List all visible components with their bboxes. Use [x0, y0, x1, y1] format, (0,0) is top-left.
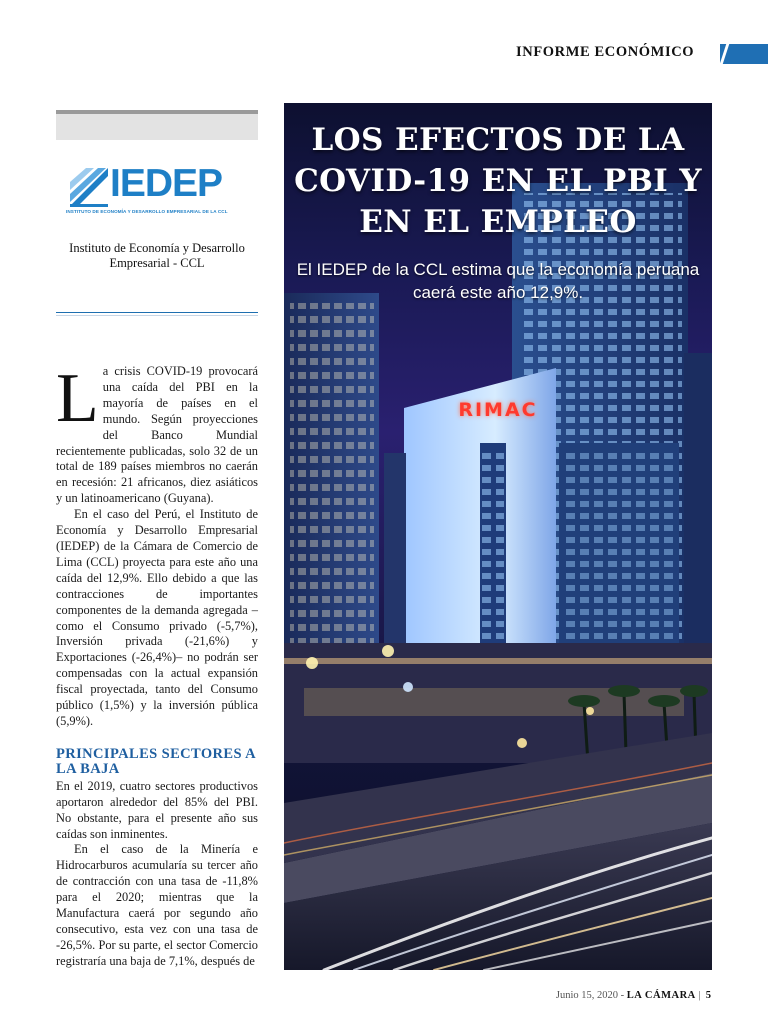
section-header-accent-bar: [720, 44, 768, 64]
page-number: 5: [705, 990, 711, 1001]
footer-separator: |: [698, 990, 701, 1001]
article-subtitle: El IEDEP de la CCL estima que la economía peruana caerá este año 12,9%.: [296, 260, 700, 302]
section-header: INFORME ECONÓMICO: [516, 44, 695, 60]
section-heading: PRINCIPALES SECTORES A LA BAJA: [56, 745, 256, 777]
drop-cap: L: [56, 360, 99, 437]
iedep-logo-icon: [68, 164, 112, 208]
article-body: [56, 360, 258, 970]
article-title: LOS EFECTOS DE LA COVID-19 EN EL PBI Y EN EL EMPLEO: [294, 122, 702, 240]
logo-subtitle: INSTITUTO DE ECONOMÍA Y DESARROLLO EMPRESARIAL DE LA CCL: [66, 209, 228, 214]
page-footer: [556, 990, 711, 1001]
paragraph-3: En el 2019, cuatro sectores productivos aportaron alrededor del 85% del PBI. No obstante, para el presente año sus caídas son inminentes.: [56, 778, 258, 841]
paragraph-4: En el caso de la Minería e Hidrocarburos acumularía su tercer año de contracción con una tasa de -11,8% para el 2020; mientras que la Manufactura caerá por segundo año consecutivo, esta vez con una tasa de -26,5%. Por su parte, el sector Comercio registraría una baja de 7,1%, después de: [56, 842, 258, 968]
sidebar-bottom-rule-light: [56, 315, 258, 316]
city-night-photo: [284, 103, 712, 970]
sidebar-top-box: [56, 114, 258, 140]
paragraph-1: [56, 360, 258, 507]
iedep-logo: [66, 160, 250, 220]
footer-magazine: LA CÁMARA: [626, 990, 696, 1001]
rimac-sign: RIMAC: [458, 399, 538, 421]
institution-name: Instituto de Economía y Desarrollo Empresarial - CCL: [69, 241, 245, 270]
paragraph-1-text: a crisis COVID-19 provocará una caída del PBI en la mayoría de países en el mundo. Según proyecciones del Banco Mundial recientemente publicadas, solo 32 de un total de 189 países miembros no caerán en recesión: 21 africanos, diez asiáticos y un latinoamericano (Guyana).: [56, 364, 258, 506]
sidebar-bottom-rule: [56, 312, 258, 313]
paragraph-2: En el caso del Perú, el Instituto de Economía y Desarrollo Empresarial (IEDEP) de la Cámara de Comercio de Lima (CCL) proyecta para este año una caída del 12,9%. Ello debido a que las contracciones de importantes componentes de la demanda agregada –como el Consumo privado (-5,7%), Inversión privada (-21,6%) y Exportaciones (-26,4%)– no podrán ser compensadas con la actual expansión fiscal proyectada, tanto del Consumo público (1,5%) y la inversión pública (5,9%).: [56, 507, 258, 728]
footer-date: Junio 15, 2020 -: [555, 990, 625, 1001]
logo-wordmark: IEDEP: [110, 162, 223, 205]
